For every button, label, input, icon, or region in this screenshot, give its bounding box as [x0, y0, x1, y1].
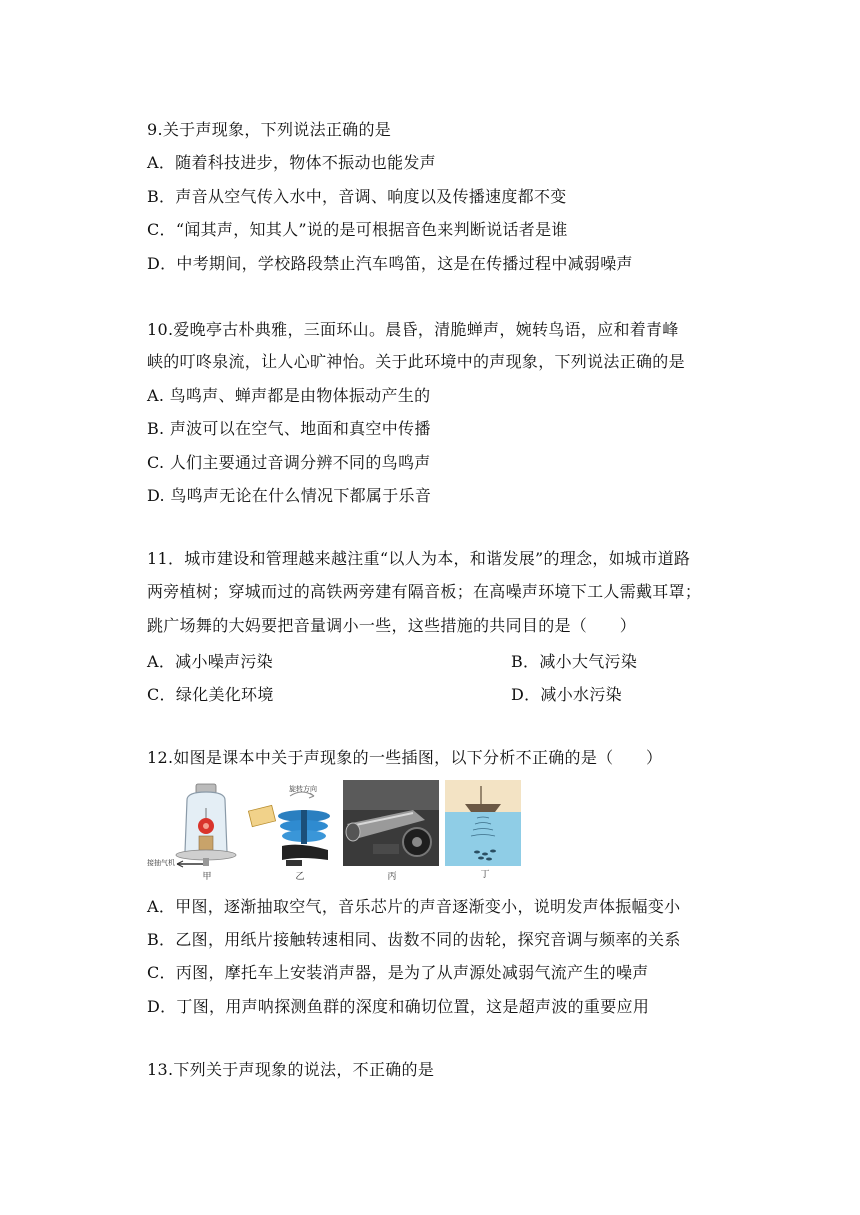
rotation-label: 旋转方向	[289, 785, 317, 793]
q10-stem-line2: 峡的叮咚泉流，让人心旷神怡。关于此环境中的声现象，下列说法正确的是	[147, 352, 685, 371]
q10-option-b: B. 声波可以在空气、地面和真空中传播	[147, 419, 431, 438]
q11-option-d: D．减小水污染	[511, 685, 622, 704]
q11-stem-line3: 跳广场舞的大妈要把音量调小一些，这些措施的共同目的是（ ）	[147, 616, 637, 635]
q13-stem: 13.下列关于声现象的说法，不正确的是	[147, 1060, 435, 1079]
q12-option-a: A．甲图，逐渐抽取空气，音乐芯片的声音逐渐变小，说明发声体振幅变小	[147, 897, 681, 916]
pump-label: 接抽气机	[147, 859, 175, 867]
q9-option-c: C．“闻其声，知其人”说的是可根据音色来判断说话者是谁	[147, 220, 568, 239]
q12-option-d: D．丁图，用声呐探测鱼群的深度和确切位置，这是超声波的重要应用	[147, 997, 650, 1016]
q10-option-c: C. 人们主要通过音调分辨不同的鸟鸣声	[147, 453, 431, 472]
label-yi: 乙	[295, 872, 305, 882]
q12-stem: 12.如图是课本中关于声现象的一些插图，以下分析不正确的是（ ）	[147, 748, 663, 767]
q11-option-c: C．绿化美化环境	[147, 685, 274, 704]
q10-option-a: A. 鸟鸣声、蝉声都是由物体振动产生的	[147, 386, 431, 405]
label-ding: 丁	[480, 870, 490, 880]
q12-figure	[147, 780, 527, 880]
q9-option-b: B．声音从空气传入水中，音调、响度以及传播速度都不变	[147, 187, 567, 206]
label-jia: 甲	[202, 872, 212, 882]
q11-option-b: B．减小大气污染	[511, 652, 638, 671]
sonar-illustration	[445, 780, 521, 866]
q10-stem-line1: 10.爱晚亭古朴典雅，三面环山。晨昏，清脆蝉声，婉转鸟语，应和着青峰	[147, 320, 679, 339]
muffler-photo	[343, 780, 439, 866]
q11-stem-line1: 11．城市建设和管理越来越注重“以人为本，和谐发展”的理念，如城市道路	[147, 549, 691, 568]
q9-option-d: D．中考期间，学校路段禁止汽车鸣笛，这是在传播过程中减弱噪声	[147, 254, 633, 273]
label-bing: 丙	[387, 872, 397, 882]
q12-option-c: C．丙图，摩托车上安装消声器，是为了从声源处减弱气流产生的噪声	[147, 963, 649, 982]
q10-option-d: D. 鸟鸣声无论在什么情况下都属于乐音	[147, 486, 432, 505]
q11-option-a: A．减小噪声污染	[147, 652, 273, 671]
q12-option-b: B．乙图，用纸片接触转速相同、齿数不同的齿轮，探究音调与频率的关系	[147, 930, 681, 949]
q9-option-a: A．随着科技进步，物体不振动也能发声	[147, 153, 436, 172]
q11-stem-line2: 两旁植树；穿城而过的高铁两旁建有隔音板；在高噪声环境下工人需戴耳罩；	[147, 582, 702, 601]
gear-illustration	[242, 780, 342, 872]
q9-stem: 9.关于声现象，下列说法正确的是	[147, 120, 392, 139]
